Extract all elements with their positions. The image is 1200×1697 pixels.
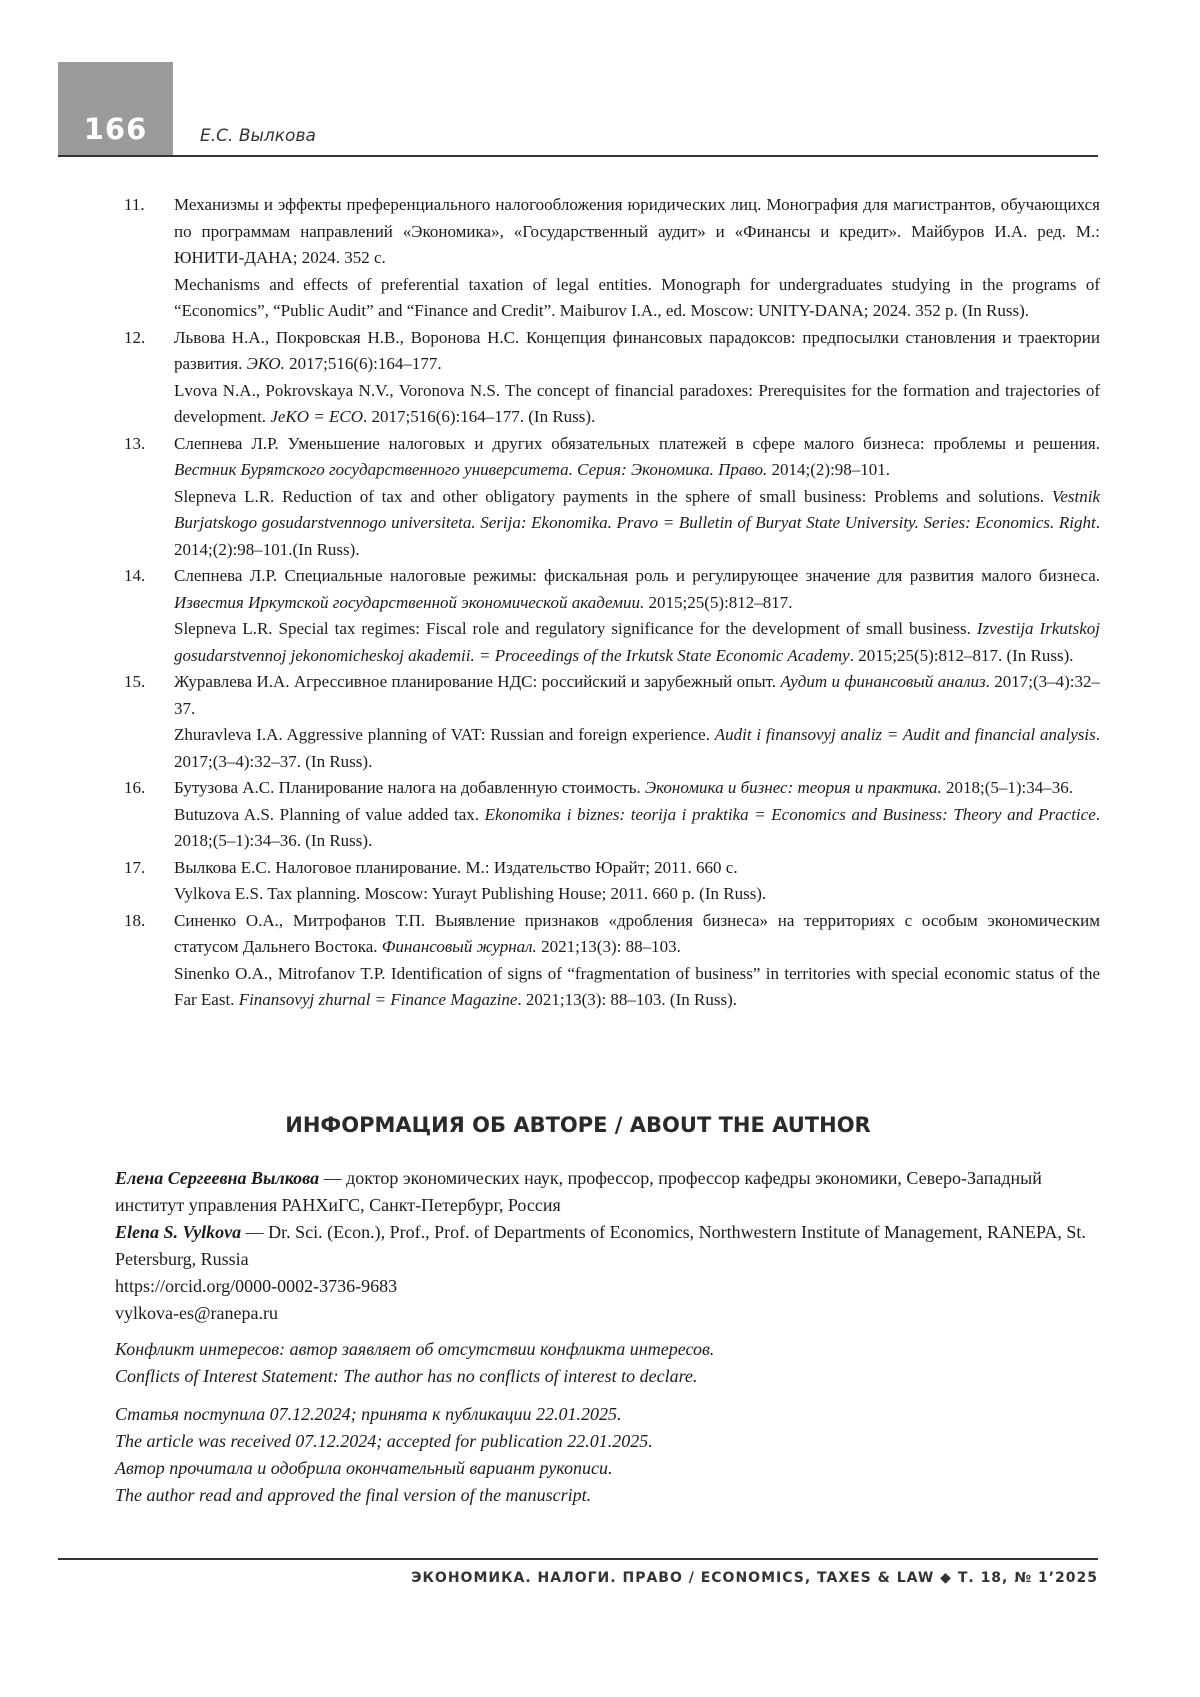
reference-segment: Vestnik Burjatskogo gosudarstvennogo universiteta. Serija: Ekonomika. Pravo = Bulletin of Buryat State University. Series: Economics. Right	[174, 486, 1100, 532]
reference-item	[124, 325, 1100, 431]
reference-item	[124, 908, 1100, 1014]
reference-segment: Finansovyj zhurnal = Finance Magazine	[238, 990, 518, 1009]
reference-segment: . 2015;25(5):812–817. (In Russ).	[849, 645, 1074, 665]
journal-footer	[411, 1570, 1098, 1586]
reference-number: 11.	[124, 195, 145, 214]
reference-en	[174, 802, 1100, 855]
reference-segment: JeKO = ECO	[270, 407, 363, 426]
reference-segment: 2014;(2):98–101.	[767, 460, 891, 479]
author-ru	[115, 1165, 1100, 1219]
reference-item	[124, 855, 1100, 908]
diamond-icon: ◆	[940, 1570, 952, 1586]
reference-number: 18.	[124, 910, 146, 930]
reference-body	[174, 855, 1100, 908]
reference-item	[124, 431, 1100, 564]
reference-item	[124, 775, 1100, 855]
reference-segment: Слепнева Л.Р. Специальные налоговые режимы: фискальная роль и регулирующее значение для развития малого бизнеса.	[174, 566, 1100, 585]
author-desc-ru: — доктор экономических наук, профессор, профессор кафедры экономики, Северо-Западный институт управления РАНХиГС, Санкт-Петербург, Россия	[115, 1168, 1042, 1215]
reference-number: 12.	[124, 327, 146, 347]
reference-segment: Zhuravleva I.A. Aggressive planning of VAT: Russian and foreign experience.	[174, 725, 715, 744]
reference-segment: Вылкова Е.С. Налоговое планирование. М.: Издательство Юрайт; 2011. 660 с.	[174, 857, 738, 877]
reference-segment: 2015;25(5):812–817.	[644, 592, 793, 612]
author-en	[115, 1219, 1100, 1273]
reference-segment: Бутузова А.С. Планирование налога на добавленную стоимость.	[174, 778, 645, 797]
reference-segment: . 2017;(3–4):32–37.	[174, 672, 1101, 718]
reference-ru	[174, 192, 1100, 272]
reference-number: 16.	[124, 778, 146, 797]
reference-body	[174, 908, 1100, 1014]
conflict-en: Conflicts of Interest Statement: The author has no conflicts of interest to declare.	[115, 1366, 698, 1386]
reference-en	[174, 881, 1100, 908]
reference-body	[174, 192, 1100, 325]
reference-body	[174, 563, 1100, 669]
running-author: Е.С. Вылкова	[200, 126, 316, 146]
reference-segment: Слепнева Л.Р. Уменьшение налоговых и других обязательных платежей в сфере малого бизнеса: проблемы и решения.	[174, 433, 1100, 453]
reference-en	[174, 484, 1100, 564]
reference-en	[174, 722, 1100, 775]
received-en: The article was received 07.12.2024; accepted for publication 22.01.2025.	[115, 1431, 653, 1451]
reference-en	[174, 961, 1100, 1014]
reference-segment: Sinenko O.A., Mitrofanov T.P. Identification of signs of “fragmentation of business” in territories with special economic status of the Far East.	[174, 963, 1100, 1009]
received-ru: Статья поступила 07.12.2024; принята к публикации 22.01.2025.	[115, 1404, 622, 1424]
reference-ru	[174, 563, 1100, 616]
reference-segment: . 2014;(2):98–101.(In Russ).	[174, 513, 1100, 559]
reference-segment: Известия Иркутской государственной экономической академии.	[174, 592, 645, 612]
reference-body	[174, 431, 1100, 564]
reference-segment: Вестник Бурятского государственного университета. Серия: Экономика. Право.	[174, 460, 768, 479]
author-info	[115, 1165, 1100, 1327]
reference-segment: Журавлева И.А. Агрессивное планирование НДС: российский и зарубежный опыт.	[174, 672, 781, 691]
reference-body	[174, 325, 1100, 431]
reference-segment: . 2017;(3–4):32–37. (In Russ).	[174, 725, 1100, 771]
reference-segment: Ekonomika i biznes: teorija i praktika = Economics and Business: Theory and Practice	[484, 804, 1096, 824]
reference-segment: . 2018;(5–1):34–36. (In Russ).	[174, 804, 1100, 850]
article-dates	[115, 1401, 1100, 1509]
author-name-en: Elena S. Vylkova	[115, 1222, 242, 1242]
conflict-ru: Конфликт интересов: автор заявляет об отсутствии конфликта интересов.	[115, 1339, 715, 1359]
reference-segment: Львова Н.А., Покровская Н.В., Воронова Н.С. Концепция финансовых парадоксов: предпосылки становления и траектории развития.	[174, 327, 1100, 373]
reference-en	[174, 378, 1100, 431]
approved-en: The author read and approved the final version of the manuscript.	[115, 1485, 592, 1505]
reference-segment: Vylkova E.S. Tax planning. Moscow: Yurayt Publishing House; 2011. 660 p. (In Russ).	[174, 884, 767, 903]
approved-ru: Автор прочитала и одобрила окончательный вариант рукописи.	[115, 1458, 613, 1478]
author-desc-en: — Dr. Sci. (Econ.), Prof., Prof. of Departments of Economics, Northwestern Institute of Management, RANEPA, St. Petersburg, Russia	[115, 1222, 1086, 1269]
reference-segment: Экономика и бизнес: теория и практика.	[644, 778, 942, 797]
journal-issue: Т. 18, № 1’2025	[957, 1570, 1098, 1586]
reference-ru	[174, 855, 1100, 882]
reference-en	[174, 616, 1100, 669]
page-number: 166	[83, 112, 148, 146]
reference-number: 14.	[124, 566, 146, 585]
reference-segment: Синенко О.А., Митрофанов Т.П. Выявление признаков «дробления бизнеса» на территориях с особым экономическим статусом Дальнего Востока.	[174, 910, 1100, 956]
reference-ru	[174, 775, 1100, 802]
reference-segment: 2017;516(6):164–177.	[284, 354, 442, 373]
author-orcid[interactable]: https://orcid.org/0000-0002-3736-9683	[115, 1276, 398, 1296]
reference-ru	[174, 908, 1100, 961]
reference-body	[174, 775, 1100, 855]
reference-body	[174, 669, 1100, 775]
reference-segment: Audit i finansovyj analiz = Audit and financial analysis	[714, 725, 1096, 744]
reference-segment: Izvestija Irkutskoj gosudarstvennoj jekonomicheskoj akademii. = Proceedings of the Irkutsk State Economic Academy	[174, 619, 1100, 665]
reference-item	[124, 192, 1100, 325]
reference-segment: 2021;13(3): 88–103.	[536, 937, 681, 956]
reference-item	[124, 563, 1100, 669]
reference-en	[174, 272, 1100, 325]
reference-segment: Butuzova A.S. Planning of value added tax.	[174, 804, 485, 824]
reference-segment: Lvova N.A., Pokrovskaya N.V., Voronova N.S. The concept of financial paradoxes: Prerequisites for the formation and trajectories of development.	[174, 380, 1100, 426]
reference-number: 15.	[124, 672, 146, 691]
footer-divider	[58, 1558, 1098, 1560]
author-email[interactable]: vylkova-es@ranepa.ru	[115, 1303, 279, 1323]
reference-segment: 2018;(5–1):34–36.	[941, 778, 1074, 797]
journal-name: ЭКОНОМИКА. НАЛОГИ. ПРАВО / ECONOMICS, TAXES & LAW	[411, 1570, 935, 1586]
reference-segment: Финансовый журнал.	[381, 937, 537, 956]
reference-number: 13.	[124, 433, 146, 453]
reference-segment: . 2021;13(3): 88–103. (In Russ).	[517, 990, 737, 1009]
reference-segment: Slepneva L.R. Special tax regimes: Fiscal role and regulatory significance for the development of small business.	[174, 619, 977, 638]
author-name-ru: Елена Сергеевна Вылкова	[115, 1168, 320, 1188]
reference-segment: Slepneva L.R. Reduction of tax and other obligatory payments in the sphere of small business: Problems and solutions.	[174, 486, 1052, 506]
reference-ru	[174, 325, 1100, 378]
reference-number: 17.	[124, 857, 146, 877]
reference-segment: . 2017;516(6):164–177. (In Russ).	[363, 407, 596, 426]
reference-segment: Mechanisms and effects of preferential taxation of legal entities. Monograph for undergraduates studying in the programs of “Economics”, “Public Audit” and “Finance and Credit”. Maiburov I.A., ed. Moscow: UNITY-DANA; 2024. 352 p. (In Russ).	[174, 274, 1100, 320]
section-title-about-author: ИНФОРМАЦИЯ ОБ АВТОРЕ / ABOUT THE AUTHOR	[285, 1113, 871, 1137]
conflict-statement	[115, 1336, 1100, 1390]
reference-ru	[174, 669, 1100, 722]
header-divider	[58, 155, 1098, 157]
reference-segment: ЭКО.	[246, 354, 285, 373]
reference-list	[124, 192, 1100, 1014]
reference-item	[124, 669, 1100, 775]
reference-segment: Аудит и финансовый анализ	[780, 672, 986, 691]
reference-ru	[174, 431, 1100, 484]
reference-segment: Механизмы и эффекты преференциального налогообложения юридических лиц. Монография для магистрантов, обучающихся по программам направлений «Экономика», «Государственный аудит» и «Финансы и кредит». Майбуров И.А. ред. М.: ЮНИТИ-ДАНА; 2024. 352 с.	[174, 195, 1100, 267]
